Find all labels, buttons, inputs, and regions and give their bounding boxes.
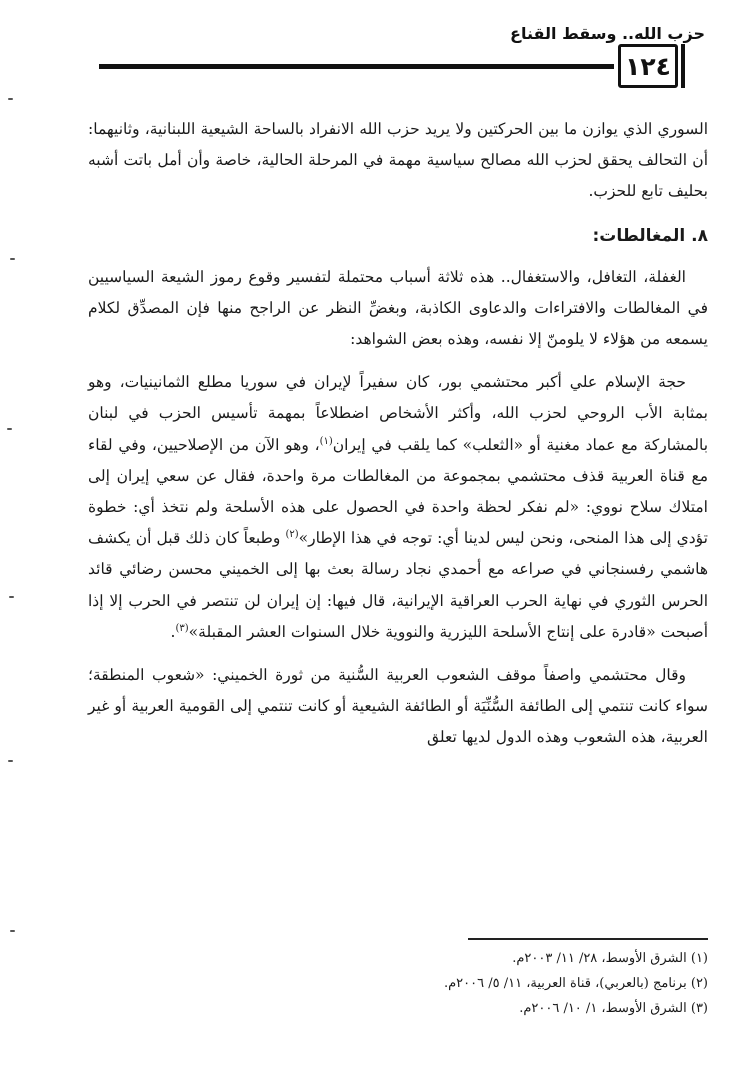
paragraph-fallacies-intro: الغفلة، التغافل، والاستغفال.. هذه ثلاثة أسباب محتملة لتفسير وقوع رموز الشيعة السياسيين في المغالطات والافتراءات والدعاوى الكاذبة، وبغضِّ النظر عن الراجح منها فإن المصدِّق لكلام يسمعه من هؤلاء لا يلومنّ إلا نفسه، وهذه بعض الشواهد: xyxy=(88,267,708,349)
footnote-3: (٣) الشرق الأوسط، ١/ ١٠/ ٢٠٠٦م. xyxy=(519,1001,708,1016)
header-rule xyxy=(99,64,614,69)
footnote-ref-3[interactable]: (٣) xyxy=(175,622,189,634)
scan-speck xyxy=(8,760,13,762)
running-header-title: حزب الله.. وسقط القناع xyxy=(510,24,705,43)
paragraph-text: ، وهو الآن من الإصلاحيين، وفي لقاء مع قناة العربية قذف محتشمي بمجموعة من المغالطات مرة واحدة، فقال عن سعي إيران إلى امتلاك سلاح نووي: «لم نفكر لحظة واحدة في الحصول على هذه الأسلحة ولم نتخذ أي: خطوة تؤدي إلى هذا المنحى، ونحن ليس لدينا أي: توجه في هذا الإطار» xyxy=(88,435,709,548)
body-text xyxy=(88,114,708,766)
scan-speck xyxy=(10,930,15,932)
scan-speck xyxy=(8,98,13,100)
footnote-rule xyxy=(468,938,708,940)
footnote-2: (٢) برنامج (بالعربي)، قناة العربية، ١١/ ٥/ ٢٠٠٦م. xyxy=(443,976,708,991)
section-heading: ٨. المغالطات: xyxy=(592,225,708,246)
paragraph-text: حجة الإسلام علي أكبر محتشمي بور، كان سفيراً لإيران في سوريا مطلع الثمانينيات، وهو بمثابة الأب الروحي لحزب الله، وأكثر الأشخاص اضطلاعاً بمهمة تأسيس الحزب في لبنان بالمشاركة مع عماد مغنية أو «الثعلب» كما يلقب في إيران xyxy=(88,373,709,454)
page-number: ١٢٤ xyxy=(625,51,671,81)
paragraph-text: وطبعاً كان ذلك قبل أن يكشف هاشمي رفسنجاني في صراعه مع أحمدي نجاد رسالة بعث بها إلى الخميني محسن رضائي قائد الحرس الثوري في نهاية الحرب العراقية الإيرانية، قال فيها: إن إيران لن تنتصر في الحرب إلا إذا أصبحت «قادرة على إنتاج الأسلحة الليزرية والنووية خلال السنوات العشر المقبلة» xyxy=(88,529,708,641)
footnote-ref-1[interactable]: (١) xyxy=(319,435,333,447)
page-box-edge xyxy=(681,44,685,88)
paragraph-text: . xyxy=(170,622,176,641)
footnote-1: (١) الشرق الأوسط، ٢٨/ ١١/ ٢٠٠٣م. xyxy=(512,951,708,966)
scan-speck xyxy=(10,258,15,260)
paragraph-continuation: السوري الذي يوازن ما بين الحركتين ولا يريد حزب الله الانفراد بالساحة الشيعية اللبنانية، وثانيهما: أن التحالف يحقق لحزب الله مصالح سياسية مهمة في المرحلة الحالية، خاصة وأن أمل باتت أشبه بحليف تابع للحزب. xyxy=(88,120,708,201)
footnotes xyxy=(300,946,708,1021)
footnote-ref-2[interactable]: (٢) xyxy=(285,529,299,541)
scan-speck xyxy=(9,596,14,598)
scan-speck xyxy=(7,428,12,430)
page-number-box xyxy=(618,44,678,88)
paragraph-arab-peoples: وقال محتشمي واصفاً موقف الشعوب العربية السُّنية من ثورة الخميني: «شعوب المنطقة؛ سواء كانت تنتمي إلى الطائفة السُّنِّيَة أو الطائفة الشيعية أو كانت تنتمي إلى القومية العربية أو غير العربية، هذه الشعوب وهذه الدول لديها تعلق xyxy=(88,666,708,747)
paragraph-mohtashami xyxy=(88,367,708,648)
